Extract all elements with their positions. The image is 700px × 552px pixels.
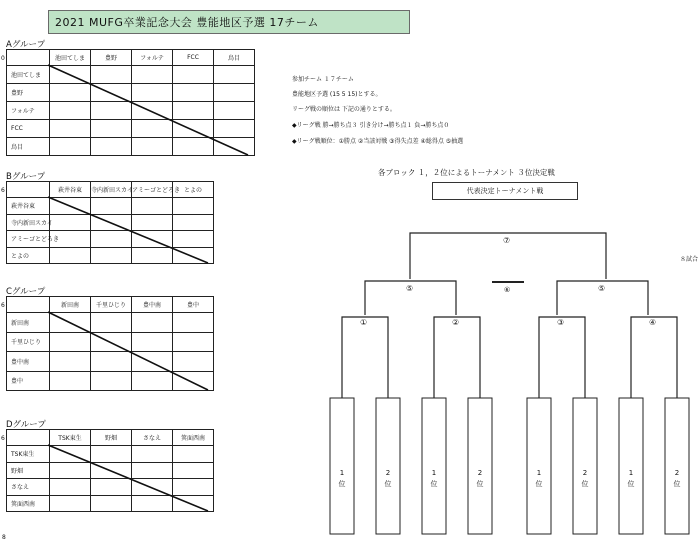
match-label-final: ⑦ (503, 236, 511, 245)
row-header: 豊野 (7, 84, 50, 102)
column-header: とよの (173, 182, 214, 198)
rank-label (468, 468, 492, 490)
column-header: 新田南 (50, 297, 91, 313)
page-title: 2021 MUFG卒業記念大会 豊能地区予選 17チーム (55, 16, 319, 29)
rank-suffix: 位 (430, 480, 438, 488)
info-line-1: 参加チーム １７チーム (292, 76, 354, 83)
group-label: Bグループ (6, 172, 46, 182)
column-header: さなえ (132, 430, 173, 446)
group-corner-mark: 6 (1, 187, 5, 194)
rank-label (573, 468, 597, 490)
slot-box-2 (376, 398, 400, 534)
column-header: FCC (173, 50, 214, 66)
row-header: 豊中南 (7, 352, 50, 372)
row-header: さなえ (7, 479, 50, 496)
row-header: フォルテ (7, 102, 50, 120)
row-header: 豊中 (7, 371, 50, 391)
rank-suffix: 位 (476, 480, 484, 488)
group-label: Cグループ (6, 287, 46, 297)
tournament-heading: 各ブロック １，２位によるトーナメント ３位決定戦 (378, 168, 555, 177)
slot-box-1 (330, 398, 354, 534)
bracket-q2-line (434, 317, 480, 398)
group-corner-mark: 6 (1, 435, 5, 442)
rank-number: 1 (431, 469, 437, 477)
info-line-2: 豊能地区予選 (15 5 15)とする。 (292, 91, 382, 98)
rank-number: 2 (582, 469, 588, 477)
column-header: 箕面西南 (173, 430, 214, 446)
rank-number: 2 (674, 469, 680, 477)
row-header: 鳥目 (7, 138, 50, 156)
rank-number: 2 (385, 469, 391, 477)
row-header: FCC (7, 120, 50, 138)
slot-box-5 (527, 398, 551, 534)
group-corner-mark: 0 (1, 55, 5, 62)
rank-suffix: 位 (338, 480, 346, 488)
slot-box-8 (665, 398, 689, 534)
match-label-q4: ④ (649, 318, 657, 327)
slot-box-4 (468, 398, 492, 534)
row-header: 野畑 (7, 462, 50, 479)
match-label-q2: ② (452, 318, 460, 327)
group-label: Dグループ (6, 420, 46, 430)
rank-label (527, 468, 551, 490)
rank-number: 1 (628, 469, 634, 477)
rank-number: 1 (536, 469, 542, 477)
column-header: 萩井谷東 (50, 182, 91, 198)
group-corner-mark: 6 (1, 302, 5, 309)
rank-suffix: 位 (581, 480, 589, 488)
bracket-q1-line (342, 317, 388, 398)
slot-box-6 (573, 398, 597, 534)
match-label-q1: ① (360, 318, 368, 327)
row-header: とよの (7, 247, 50, 264)
row-header: 寺内新田スカイ (7, 214, 50, 231)
info-line-4: ◆リーグ戦 勝→勝ち点３ 引き分け→勝ち点１ 負→勝ち点０ (292, 122, 450, 129)
column-header: アミーゴとどろき (132, 182, 173, 198)
column-header: 豊中 (173, 297, 214, 313)
rank-label (665, 468, 689, 490)
rank-label (376, 468, 400, 490)
row-header: 新田南 (7, 313, 50, 333)
slot-box-7 (619, 398, 643, 534)
slot-box-3 (422, 398, 446, 534)
bracket-q3-line (539, 317, 585, 398)
column-header: 千里ひじり (91, 297, 132, 313)
column-header: 野畑 (91, 430, 132, 446)
row-header: TSK東生 (7, 446, 50, 463)
match-label-semi-left: ⑤ (406, 284, 414, 293)
match-label-third: ⑥ (504, 286, 511, 294)
row-header: 池田てしま (7, 66, 50, 84)
row-header: 箕面西南 (7, 495, 50, 512)
info-line-3: リーグ戦の順位は 下記の通りとする。 (292, 106, 396, 113)
rank-suffix: 位 (673, 480, 681, 488)
rank-suffix: 位 (384, 480, 392, 488)
match-count-mark: ８試合 (680, 256, 699, 263)
column-header: TSK東生 (50, 430, 91, 446)
rank-suffix: 位 (627, 480, 635, 488)
match-label-q3: ③ (557, 318, 565, 327)
column-header: 豊野 (91, 50, 132, 66)
rank-number: 2 (477, 469, 483, 477)
column-header: フォルテ (132, 50, 173, 66)
column-header: 鳥目 (214, 50, 255, 66)
rank-label (422, 468, 446, 490)
column-header: 寺内新田スカイ (91, 182, 132, 198)
row-header: 萩井谷東 (7, 198, 50, 215)
row-header: 千里ひじり (7, 332, 50, 352)
page-mark: 8 (2, 534, 6, 541)
column-header: 池田てしま (50, 50, 91, 66)
info-line-5: ◆リーグ戦順位：①勝点 ②当該対戦 ③得失点差 ④総得点 ⑤抽選 (292, 138, 464, 145)
rank-suffix: 位 (535, 480, 543, 488)
row-header: アミーゴとどろき (7, 231, 50, 248)
tournament-title-box: 代表決定トーナメント戦 (432, 182, 578, 200)
rank-label (330, 468, 354, 490)
column-header: 豊中南 (132, 297, 173, 313)
bracket-q4-line (631, 317, 677, 398)
group-label: Aグループ (6, 40, 46, 50)
rank-number: 1 (339, 469, 345, 477)
rank-label (619, 468, 643, 490)
match-label-semi-right: ⑤ (598, 284, 606, 293)
